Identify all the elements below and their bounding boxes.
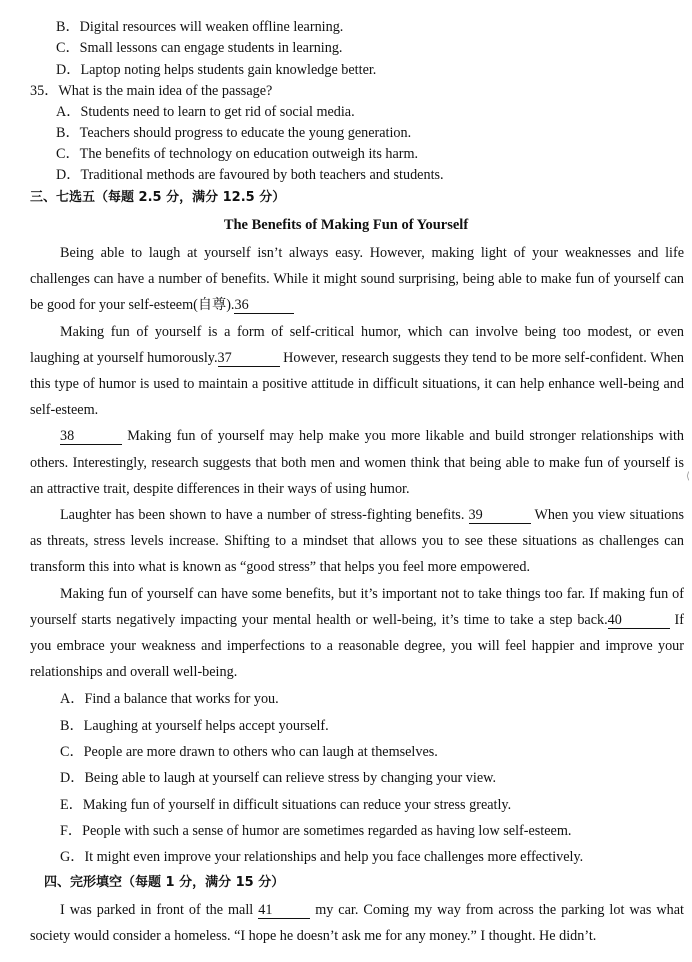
- q35-option-c: [56, 145, 418, 163]
- paragraph-text: Making fun of yourself can have some benefits, but it’s important not to take things too far. If making fun of yourself starts negatively impacting your mental health or well-being, it’s time to take a step back.: [30, 585, 684, 628]
- option-text: Laptop noting helps students gain knowledge better.: [80, 62, 377, 78]
- blank-40[interactable]: 40: [608, 612, 670, 629]
- paragraph-text: Making fun of yourself may help make you more likable and build stronger relationships with others. Interestingly, research suggests that both men and women think that being able to make fun of yourself is an attractive trait, despite differences in their ways of using humor.: [30, 428, 685, 497]
- paragraph-3: [30, 423, 684, 502]
- paragraph-5: [30, 581, 684, 686]
- option-letter: E．: [60, 797, 83, 813]
- option-b: [60, 717, 329, 735]
- option-a: [60, 690, 279, 708]
- option-text: Teachers should progress to educate the young generation.: [79, 125, 412, 141]
- paragraph-4: [30, 502, 684, 581]
- blank-38[interactable]: 38: [60, 428, 122, 445]
- paragraph-text: my car. Coming my way from across the parking lot was what society would consider a homeless. “I hope he doesn’t ask me for any money.” I thought. He didn’t.: [30, 902, 685, 945]
- option-text: People with such a sense of humor are sometimes regarded as having low self-esteem.: [82, 823, 572, 839]
- option-text: People are more drawn to others who can laugh at themselves.: [83, 744, 438, 760]
- option-letter: G．: [60, 849, 85, 865]
- section3-heading: 三、七选五（每题 2.5 分，满分 12.5 分）: [30, 190, 286, 205]
- option-text: The benefits of technology on education outweigh its harm.: [79, 146, 419, 162]
- option-text: Being able to laugh at yourself can relieve stress by changing your view.: [84, 770, 497, 786]
- passage-title: The Benefits of Making Fun of Yourself: [223, 217, 469, 233]
- q35-option-a: [56, 103, 355, 121]
- option-letter: B．: [60, 718, 84, 734]
- paragraph-text: Laughter has been shown to have a number of stress-fighting benefits.: [60, 507, 465, 524]
- paragraph-text: If you embrace your weakness and imperfections to a reasonable degree, you will feel happier and improve your relationships and overall well-being.: [30, 611, 684, 681]
- option-text: Traditional methods are favoured by both teachers and students.: [80, 167, 444, 183]
- paragraph-text: When you view situations as threats, stress levels increase. Shifting to a mindset that allows you to see these situations as challenges can transform this into what is known as “good stress” that helps you feel more empowered.: [30, 507, 685, 576]
- q34-option-b: [56, 18, 343, 36]
- option-letter: B．: [56, 125, 80, 141]
- option-letter: D．: [56, 167, 81, 183]
- blank-36[interactable]: 36: [234, 297, 294, 314]
- paragraph-2: [30, 319, 684, 424]
- cloze-passage: [30, 897, 684, 949]
- section4-heading: 四、完形填空（每题 1 分，满分 15 分）: [44, 875, 285, 890]
- blank-41[interactable]: 41: [258, 902, 310, 919]
- question-text: What is the main idea of the passage?: [58, 83, 273, 99]
- option-text: Small lessons can engage students in learning.: [79, 40, 343, 56]
- option-text: Digital resources will weaken offline learning.: [79, 19, 344, 35]
- question-number: 35．: [30, 83, 59, 99]
- q34-option-d: [56, 61, 376, 79]
- option-c: [60, 743, 438, 761]
- paragraph-text: Making fun of yourself is a form of self-critical humor, which can involve being too modest, or even laughing at yourself humorously.: [30, 323, 684, 366]
- paragraph-text: Being able to laugh at yourself isn’t always easy. However, making light of your weaknesses and life challenges can have a number of benefits. While it might sound surprising, being able to make fun of yourself can be good for your self-esteem(自尊).: [30, 245, 684, 314]
- option-letter: B．: [56, 19, 80, 35]
- paragraph-text: However, research suggests they tend to be more self-confident. When this type of humor is used to maintain a positive attitude in difficult situations, it can help enhance well-being and self-esteem.: [30, 349, 684, 419]
- page-edge-mark: ⟨: [686, 471, 690, 482]
- option-text: Making fun of yourself in difficult situations can reduce your stress greatly.: [82, 797, 512, 813]
- blank-39[interactable]: 39: [469, 507, 531, 524]
- option-text: Students need to learn to get rid of social media.: [80, 104, 355, 120]
- option-f: [60, 822, 571, 840]
- q34-option-c: [56, 39, 342, 57]
- option-letter: C．: [56, 146, 80, 162]
- q35-question: [30, 82, 272, 100]
- option-letter: D．: [56, 62, 81, 78]
- option-letter: C．: [56, 40, 80, 56]
- option-letter: F．: [60, 823, 83, 839]
- option-letter: A．: [56, 104, 81, 120]
- paragraph-text: I was parked in front of the mall: [60, 902, 254, 918]
- option-e: [60, 796, 511, 814]
- option-text: Laughing at yourself helps accept yourself.: [83, 718, 329, 734]
- option-d: [60, 769, 496, 787]
- option-letter: A．: [60, 691, 85, 707]
- passage-body: [30, 240, 684, 685]
- option-text: Find a balance that works for you.: [84, 691, 279, 707]
- q35-option-d: [56, 166, 444, 184]
- option-text: It might even improve your relationships and help you face challenges more effectively.: [84, 849, 584, 865]
- blank-37[interactable]: 37: [218, 350, 280, 367]
- cloze-paragraph-1: [30, 897, 684, 949]
- paragraph-1: [30, 240, 684, 319]
- q35-option-b: [56, 124, 411, 142]
- option-g: [60, 848, 583, 866]
- option-letter: C．: [60, 744, 84, 760]
- option-letter: D．: [60, 770, 85, 786]
